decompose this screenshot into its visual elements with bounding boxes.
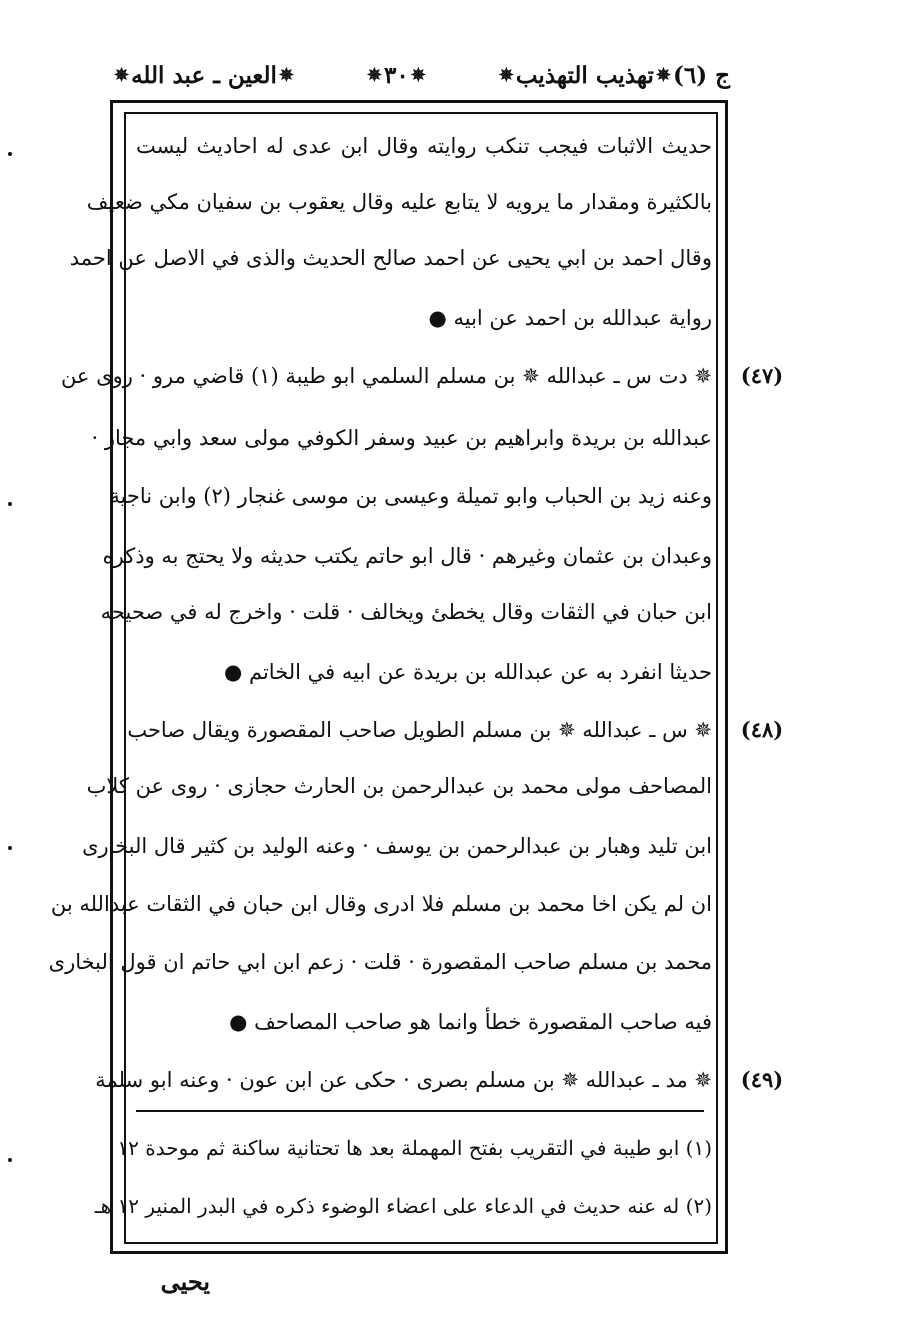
ornament-icon: ✵ xyxy=(114,64,130,86)
footnote-1: (١) ابو طيبة في التقريب بفتح المهملة بعد ها تحتانية ساكنة ثم موحدة ١٢ xyxy=(117,1136,712,1160)
page-number: ٣٠ xyxy=(384,61,409,89)
text-line: وقال احمد بن ابي يحيى عن احمد صالح الحديث والذى في الاصل عن احمد xyxy=(69,246,712,270)
text-line: ان لم يكن اخا محمد بن مسلم فلا ادرى وقال ابن حبان في الثقات عبدالله بن xyxy=(50,892,712,916)
header-page xyxy=(365,62,428,89)
entry-heading-49: ✵ مد ـ عبدالله ✵ بن مسلم بصرى · حكى عن ابن عون · وعنه ابو سلمة xyxy=(95,1068,712,1092)
margin-dot xyxy=(8,152,12,156)
text-line: حديث الاثبات فيجب تنكب روايته وقال ابن عدى له احاديث ليست xyxy=(136,134,712,158)
book-title: تهذيب التهذيب xyxy=(515,61,654,89)
entry-number-48: (٤٨) xyxy=(740,717,784,742)
margin-dot xyxy=(8,502,12,506)
text-line: ابن حبان في الثقات وقال يخطئ ويخالف · قلت · واخرج له في صحيحه xyxy=(100,600,712,624)
entry-heading-47: ✵ دت س ـ عبدالله ✵ بن مسلم السلمي ابو طيبة (١) قاضي مرو · روى عن xyxy=(60,364,712,388)
entry-number-47: (٤٧) xyxy=(740,363,784,388)
text-line: ابن تليد وهبار بن عبدالرحمن بن يوسف · وعنه الوليد بن كثير قال البخارى xyxy=(82,834,712,858)
text-line: وعنه زيد بن الحباب وابو تميلة وعيسى بن موسى غنجار (٢) وابن ناجية xyxy=(109,484,712,508)
text-line: عبدالله بن بريدة وابراهيم بن عبيد وسفر الكوفي مولى سعد وابي مجاز · xyxy=(91,426,712,450)
text-line: حديثا انفرد به عن عبدالله بن بريدة عن ابيه في الخاتم ● xyxy=(223,660,712,684)
text-line: فيه صاحب المقصورة خطأ وانما هو صاحب المصاحف ● xyxy=(229,1010,712,1034)
header-volume-title xyxy=(497,62,730,89)
signature-mark: يحيى xyxy=(160,1267,210,1296)
volume-label: ج (٦) xyxy=(673,61,730,89)
running-header xyxy=(112,52,730,98)
margin-dot xyxy=(8,846,12,850)
section-title: العين ـ عبد الله xyxy=(131,61,277,89)
text-line: بالكثيرة ومقدار ما يرويه لا يتابع عليه وقال يعقوب بن سفيان مكي ضعيف xyxy=(86,190,712,214)
footnote-separator xyxy=(136,1110,704,1112)
ornament-icon: ✵ xyxy=(278,64,294,86)
ornament-icon: ✵ xyxy=(655,64,671,86)
entry-number-49: (٤٩) xyxy=(740,1067,784,1092)
ornament-icon: ✵ xyxy=(498,64,514,86)
ornament-icon: ✵ xyxy=(366,64,382,86)
ornament-icon: ✵ xyxy=(410,64,426,86)
text-line: رواية عبدالله بن احمد عن ابيه ● xyxy=(428,306,712,330)
entry-heading-48: ✵ س ـ عبدالله ✵ بن مسلم الطويل صاحب المقصورة ويقال صاحب xyxy=(127,718,712,742)
text-line: وعبدان بن عثمان وغيرهم · قال ابو حاتم يكتب حديثه ولا يحتج به وذكره xyxy=(102,544,712,568)
header-section xyxy=(112,62,296,89)
text-line: محمد بن مسلم صاحب المقصورة · قلت · زعم ابن ابي حاتم ان قول البخارى xyxy=(48,950,712,974)
text-line: المصاحف مولى محمد بن عبدالرحمن بن الحارث حجازى · روى عن كلاب xyxy=(86,774,712,798)
footnote-2: (٢) له عنه حديث في الدعاء على اعضاء الوضوء ذكره في البدر المنير ١٢ هـ xyxy=(94,1194,712,1218)
margin-dot xyxy=(8,1158,12,1162)
